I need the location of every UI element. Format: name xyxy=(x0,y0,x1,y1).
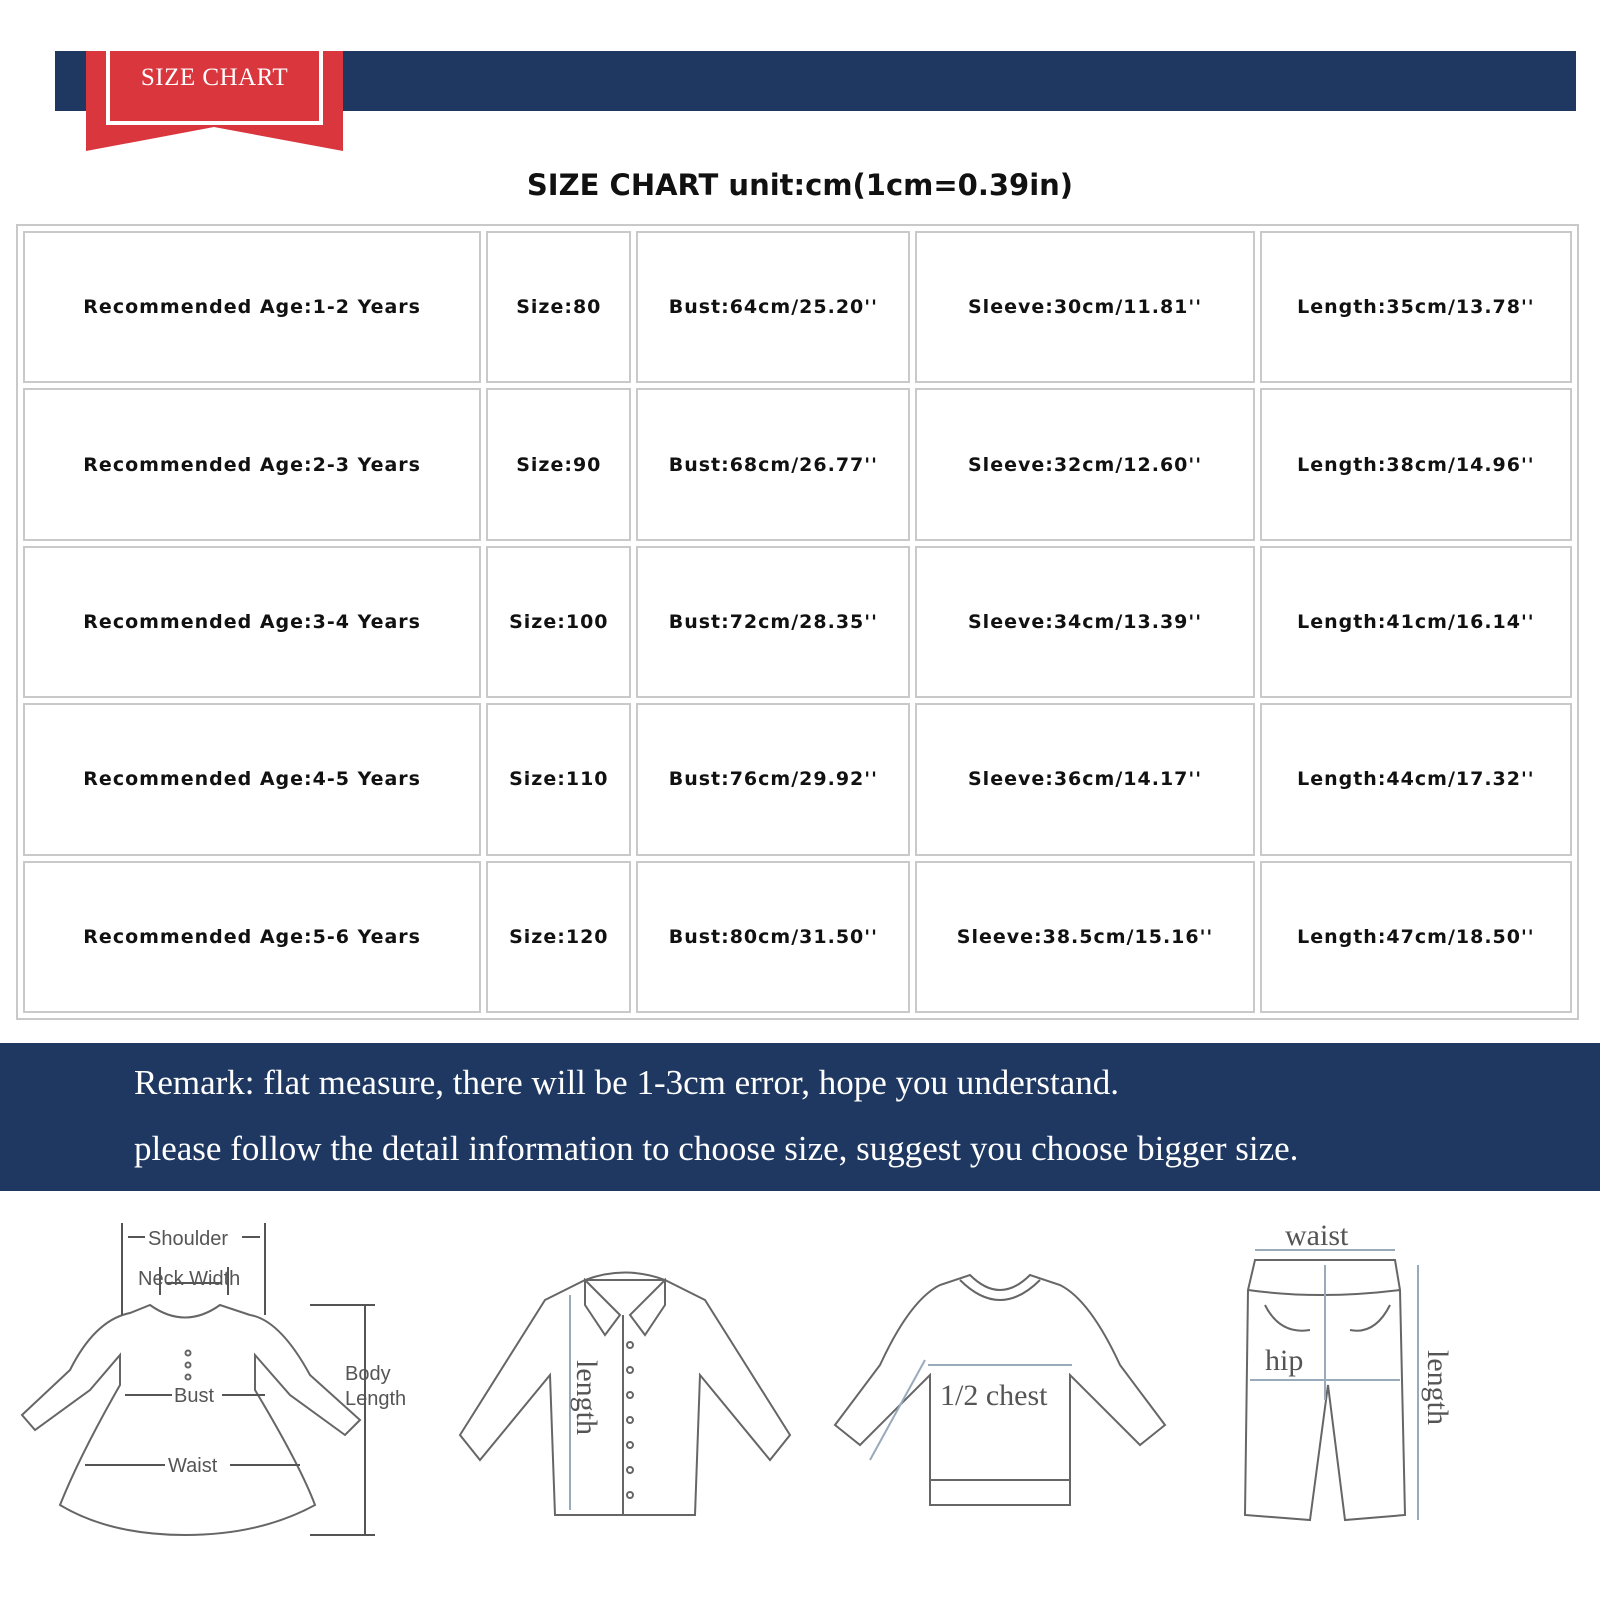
cell-bust: Bust:76cm/29.92'' xyxy=(636,703,910,855)
cell-age: Recommended Age:5-6 Years xyxy=(23,861,481,1013)
pants-length-label: length xyxy=(1421,1350,1454,1425)
cell-length: Length:44cm/17.32'' xyxy=(1260,703,1572,855)
dress-body-label: Body xyxy=(345,1363,391,1385)
shirt-length-label: length xyxy=(570,1360,603,1435)
cell-bust: Bust:72cm/28.35'' xyxy=(636,546,910,698)
cell-sleeve: Sleeve:36cm/14.17'' xyxy=(915,703,1254,855)
cell-sleeve: Sleeve:32cm/12.60'' xyxy=(915,388,1254,540)
table-row xyxy=(23,546,1572,698)
remark-line-2: please follow the detail information to choose size, suggest you choose bigger size. xyxy=(134,1129,1299,1168)
pants-hip-label: hip xyxy=(1265,1344,1304,1377)
cell-size: Size:100 xyxy=(486,546,631,698)
remark-line-1: Remark: flat measure, there will be 1-3cm error, hope you understand. xyxy=(134,1063,1120,1102)
dress-neck-width-label: Neck Width xyxy=(138,1268,241,1290)
shirt-measurement-diagram xyxy=(445,1205,815,1575)
cell-bust: Bust:64cm/25.20'' xyxy=(636,231,910,383)
cell-bust: Bust:68cm/26.77'' xyxy=(636,388,910,540)
cell-age: Recommended Age:2-3 Years xyxy=(23,388,481,540)
cell-sleeve: Sleeve:34cm/13.39'' xyxy=(915,546,1254,698)
cell-age: Recommended Age:1-2 Years xyxy=(23,231,481,383)
chart-title: SIZE CHART unit:cm(1cm=0.39in) xyxy=(526,168,1074,202)
cell-length: Length:41cm/16.14'' xyxy=(1260,546,1572,698)
cell-length: Length:47cm/18.50'' xyxy=(1260,861,1572,1013)
dress-shoulder-label: Shoulder xyxy=(148,1228,229,1250)
table-row xyxy=(23,861,1572,1013)
dress-length-label: Length xyxy=(345,1388,407,1410)
table-row xyxy=(23,231,1572,383)
cell-length: Length:35cm/13.78'' xyxy=(1260,231,1572,383)
size-table xyxy=(16,224,1579,1020)
pants-waist-label: waist xyxy=(1285,1219,1349,1252)
cell-age: Recommended Age:3-4 Years xyxy=(23,546,481,698)
cell-size: Size:110 xyxy=(486,703,631,855)
dress-measurement-diagram xyxy=(10,1205,430,1575)
sweater-measurement-diagram xyxy=(830,1205,1190,1575)
dress-bust-label: Bust xyxy=(174,1385,215,1407)
cell-length: Length:38cm/14.96'' xyxy=(1260,388,1572,540)
cell-sleeve: Sleeve:30cm/11.81'' xyxy=(915,231,1254,383)
table-row xyxy=(23,388,1572,540)
cell-sleeve: Sleeve:38.5cm/15.16'' xyxy=(915,861,1254,1013)
size-table-body xyxy=(23,231,1572,1013)
cell-bust: Bust:80cm/31.50'' xyxy=(636,861,910,1013)
cell-size: Size:90 xyxy=(486,388,631,540)
sweater-half-chest-label: 1/2 chest xyxy=(940,1379,1048,1412)
remark-banner xyxy=(0,1043,1600,1191)
dress-waist-label: Waist xyxy=(168,1455,218,1477)
cell-size: Size:120 xyxy=(486,861,631,1013)
pants-measurement-diagram xyxy=(1240,1205,1500,1575)
table-row xyxy=(23,703,1572,855)
badge-label: SIZE CHART xyxy=(140,64,289,91)
cell-size: Size:80 xyxy=(486,231,631,383)
cell-age: Recommended Age:4-5 Years xyxy=(23,703,481,855)
